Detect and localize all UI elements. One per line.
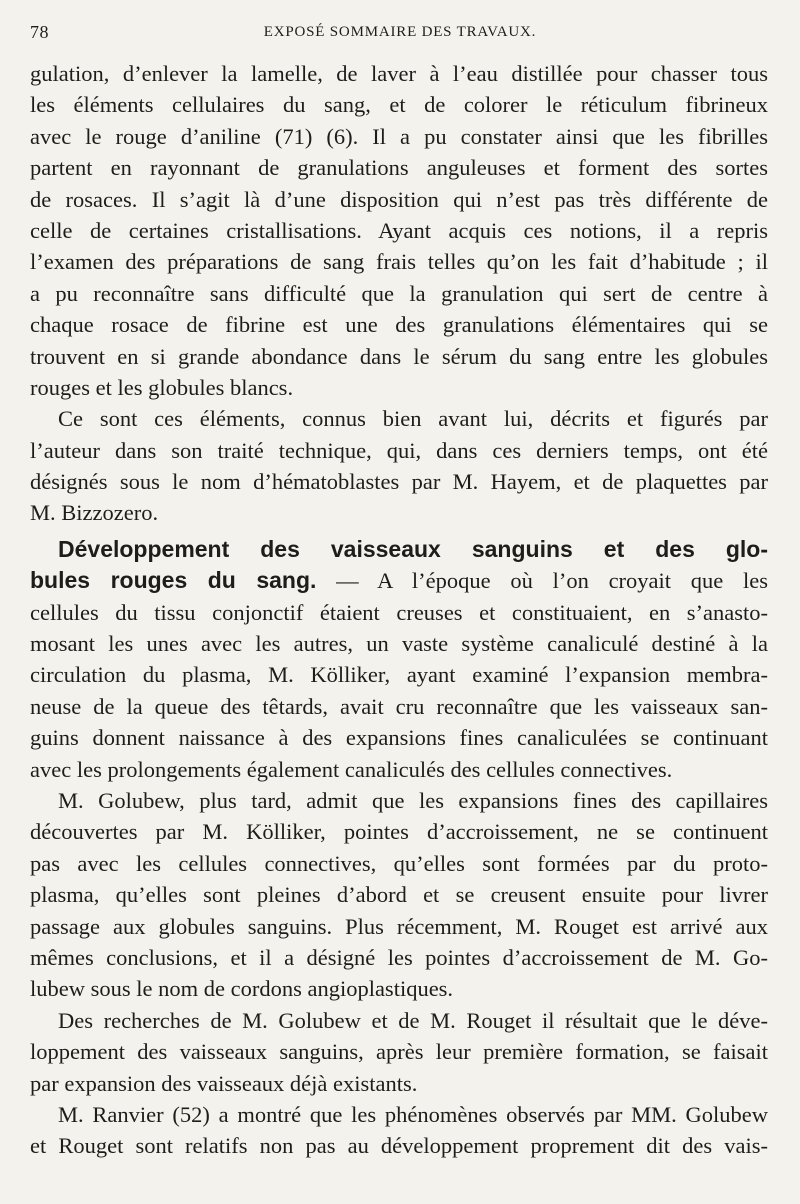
paragraph xyxy=(30,1005,768,1099)
text-line: gulation, d’enlever la lamelle, de laver à l’eau distillée pour chasser tous xyxy=(30,61,768,86)
text-line: l’auteur dans son traité technique, qui, dans ces derniers temps, ont été xyxy=(30,437,768,463)
paragraph xyxy=(30,1099,768,1162)
text-line: rouges et les globules blancs. xyxy=(30,374,294,400)
text-line: M. Bizzozero. xyxy=(30,500,159,526)
text-line: Ce sont ces éléments, connus bien avant lui, décrits et figurés par xyxy=(58,406,768,432)
text-line: Des recherches de M. Golubew et de M. Rouget il résultait que le déve- xyxy=(58,1007,768,1033)
text-line: désignés sous le nom d’hématoblastes par M. Hayem, et de plaquettes par xyxy=(30,469,768,495)
text-line: et Rouget sont relatifs non pas au développement proprement dit des vais- xyxy=(30,1133,768,1159)
page-number: 78 xyxy=(30,22,49,42)
text-line: mosant les unes avec les autres, un vaste système canaliculé destiné à la xyxy=(30,631,768,657)
text-line: M. Golubew, plus tard, admit que les expansions fines des capillaires xyxy=(58,787,768,813)
section-heading: Développement des vaisseaux sanguins et des glo- xyxy=(58,535,768,562)
text-line: par expansion des vaisseaux déjà existants. xyxy=(30,1070,418,1096)
text-line: découvertes par M. Kölliker, pointes d’accroissement, ne se continuent xyxy=(30,819,768,845)
paragraph xyxy=(30,58,768,403)
text-line: trouvent en si grande abondance dans le sérum du sang entre les globules xyxy=(30,343,768,369)
section-lead-text: — A l’époque où l’on croyait que les xyxy=(316,568,768,594)
text-line: lubew sous le nom de cordons angioplastiques. xyxy=(30,976,454,1002)
running-title: EXPOSÉ SOMMAIRE DES TRAVAUX. xyxy=(263,24,537,40)
text-line: loppement des vaisseaux sanguins, après leur première formation, se faisait xyxy=(30,1039,768,1065)
text-line: guins donnent naissance à des expansions fines canaliculées se continuant xyxy=(30,725,768,751)
text-line: avec le rouge d’aniline (71) (6). Il a pu constater ainsi que les fibrilles xyxy=(30,123,768,149)
paragraph xyxy=(30,403,768,529)
text-line: cellules du tissu conjonctif étaient creuses et constituaient, en s’anasto- xyxy=(30,599,768,625)
text-line: passage aux globules sanguins. Plus récemment, M. Rouget est arrivé aux xyxy=(30,913,768,939)
text-line: les éléments cellulaires du sang, et de colorer le réticulum fibrineux xyxy=(30,92,768,118)
text-line: circulation du plasma, M. Kölliker, ayant examiné l’expansion membra- xyxy=(30,662,768,688)
text-line: a pu reconnaître sans difficulté que la granulation qui sert de centre à xyxy=(30,280,768,306)
text-line: mêmes conclusions, et il a désigné les pointes d’accroissement de M. Go- xyxy=(30,944,768,970)
text-line: l’examen des préparations de sang frais telles qu’on les fait d’habitude ; il xyxy=(30,249,768,275)
text-line: partent en rayonnant de granulations anguleuses et forment des sortes xyxy=(30,155,768,181)
section xyxy=(30,534,768,785)
text-line: plasma, qu’elles sont pleines d’abord et se creusent ensuite pour livrer xyxy=(30,882,768,908)
text-line: pas avec les cellules connectives, qu’elles sont formées par du proto- xyxy=(30,850,768,876)
running-head xyxy=(30,22,770,46)
text-line: avec les prolongements également canaliculés des cellules connectives. xyxy=(30,756,673,782)
text-line: chaque rosace de fibrine est une des granulations élémentaires qui se xyxy=(30,312,768,338)
paragraph xyxy=(30,785,768,1005)
text-line: de rosaces. Il s’agit là d’une disposition qui n’est pas très différente de xyxy=(30,186,768,212)
text-line: neuse de la queue des têtards, avait cru reconnaître que les vaisseaux san- xyxy=(30,693,768,719)
text-line xyxy=(30,565,768,596)
text-line: M. Ranvier (52) a montré que les phénomènes observés par MM. Golubew xyxy=(58,1101,768,1127)
section-heading-continued: bules rouges du sang. xyxy=(30,567,317,594)
body-text xyxy=(30,58,768,1162)
text-line: celle de certaines cristallisations. Ayant acquis ces notions, il a repris xyxy=(30,217,768,243)
